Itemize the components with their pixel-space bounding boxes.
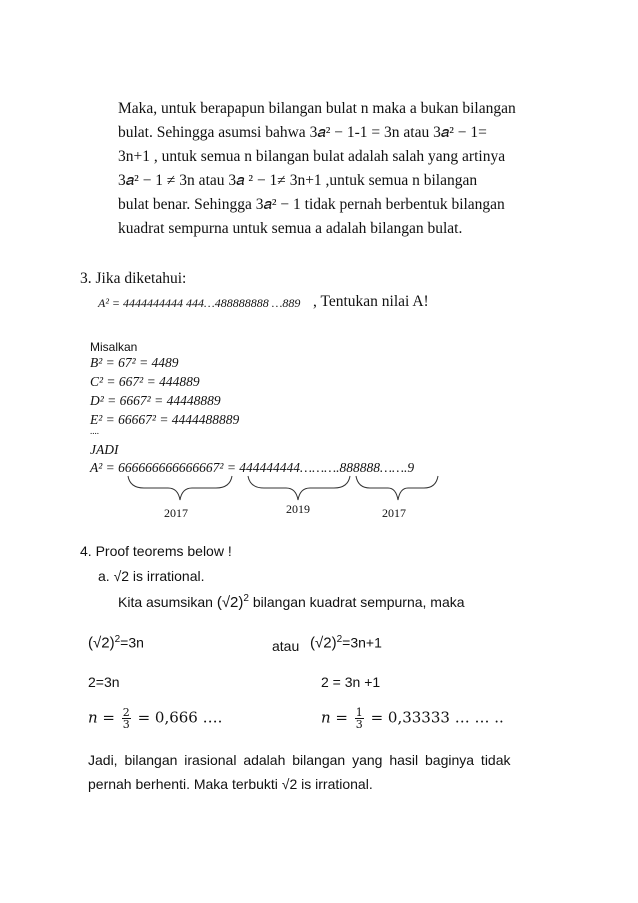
equation-a: A² = 666666666666667² = 444444444……….888888…….9 [90,460,415,475]
jadi-label: JADI [90,442,119,457]
eq1-left: $(√2)^2=3n$ [88,634,144,652]
para1-line2: bulat. Sehingga asumsi bahwa 3𝑎² − 1-1 = 3n atau 3𝑎² − 1= [118,124,487,141]
para1-line1: Maka, untuk berapapun bilangan bulat n maka a bukan bilangan [118,100,516,117]
para1-line6: kuadrat sempurna untuk semua a adalah bilangan bulat. [118,220,463,237]
eq2-left: 2=3n [88,674,120,690]
conclusion-line2: pernah berhenti. Maka terbukti √2 is irrational. [88,776,373,792]
equation-c: C² = 667² = 444889 [90,374,200,389]
para1-line3: 3n+1 , untuk semua n bilangan bulat adalah salah yang artinya [118,148,506,165]
item3-question: , Tentukan nilai A! [313,293,429,310]
conclusion-line1: Jadi, bilangan irasional adalah bilangan yang hasil baginya tidak [88,752,511,768]
eq1-atau: atau [272,638,300,654]
item3-heading: 3. Jika diketahui: [80,270,187,287]
brace-label-2: 2019 [286,502,310,516]
item4-heading: 4. Proof teorems below ! [80,543,232,559]
assume-left: Kita asumsikan [118,594,213,610]
eq2-right: 2 = 3n +1 [321,674,381,690]
ellipsis: .... [90,426,99,436]
fraction-one-third: $\frac{1}{3}$ [355,706,363,731]
item3-formula: A² = 4444444444 444…488888888 …889 [98,296,301,310]
assume-right: bilangan kuadrat sempurna, maka [252,594,465,610]
equation-e: E² = 66667² = 4444488889 [90,412,240,427]
brace-label-3: 2017 [382,506,406,520]
equation-d: D² = 6667² = 44448889 [90,393,221,408]
para1-line5: bulat benar. Sehingga 3𝑎² − 1 tidak pernah berbentuk bilangan [118,196,505,213]
n-value-left: 𝑛 = $\frac{2}{3}$ = 0,666 …. [88,706,223,731]
equation-b: B² = 67² = 4489 [90,355,179,370]
brace-2 [248,476,350,500]
assume-line [118,593,465,611]
eq1-right: $(√2)^2=3n+1$ [310,634,382,652]
brace-label-1: 2017 [164,506,188,520]
fraction-two-thirds: $\frac{2}{3}$ [122,706,130,731]
brace-1 [128,476,232,500]
misalkan-label: Misalkan [90,340,138,354]
assume-sqrt: $(√2)^2$ [216,593,249,611]
para1-line4: 3𝑎² − 1 ≠ 3n atau 3𝑎 ² − 1≠ 3n+1 ,untuk semua n bilangan [118,172,478,189]
brace-3 [356,476,438,500]
item4-a-label: a. √2 is irrational. [98,568,205,584]
n-value-right: 𝑛 = $\frac{1}{3}$ = 0,33333 … … .. [321,706,504,731]
